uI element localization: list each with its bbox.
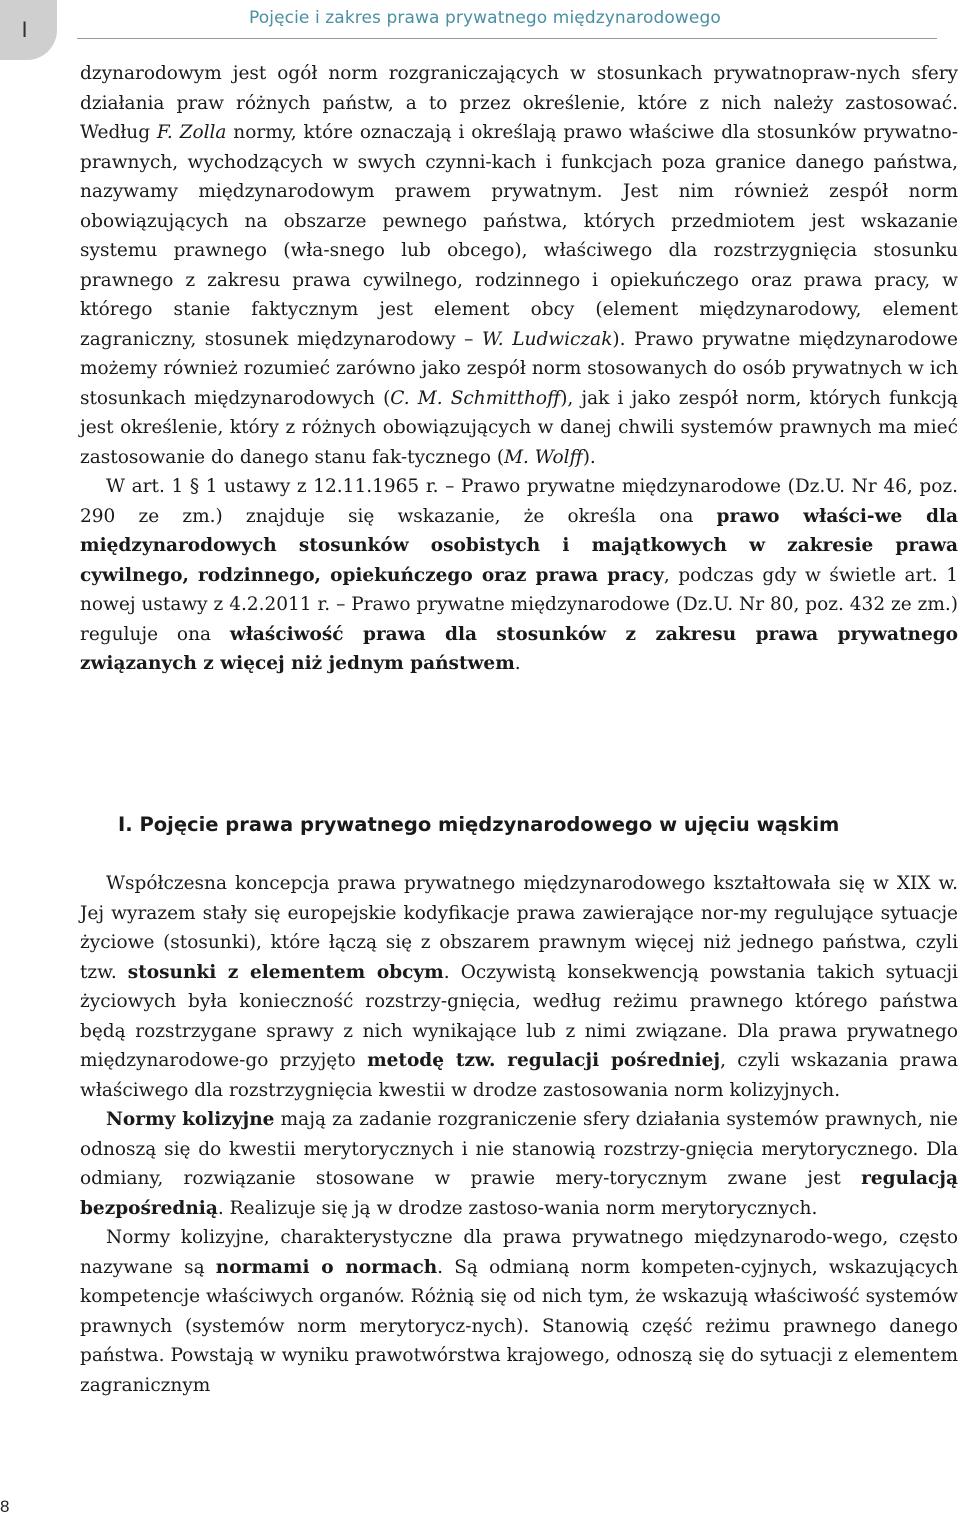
paragraph — [80, 59, 958, 472]
paragraph — [80, 472, 958, 679]
author-name: W. Ludwiczak — [482, 328, 613, 350]
text-run: , czyli wskazania prawa właściwego dla rozstrzygnięcia kwestii w drodze zastosowania norm kolizyjnych. — [80, 1050, 958, 1101]
chapter-number: I — [21, 17, 28, 42]
page-number: 8 — [0, 1497, 10, 1516]
author-name: C. M. Schmitthoff — [390, 387, 561, 409]
paragraph — [80, 1223, 958, 1400]
text-run: ). — [582, 446, 596, 468]
text-run: normy, które oznaczają i określają prawo właściwe dla stosunków prywatno-prawnych, wychodzących w swych czynni-kach i funkcjach poza granice danego państwa, nazywamy międzynarodowym prawem prywatnym. Jest nim również zespół norm obowiązujących na obszarze pewnego państwa, których przedmiotem jest wskazanie systemu prawnego (wła-snego lub obcego), właściwego dla rozstrzygnięcia stosunku prawnego z zakresu prawa cywilnego, rodzinnego i opiekuńczego oraz prawa pracy, w którego stanie faktycznym jest element obcy (element międzynarodowy, element zagraniczny, stosunek międzynarodowy – — [80, 122, 958, 350]
running-head: Pojęcie i zakres prawa prywatnego międzynarodowego — [249, 8, 721, 28]
emphasis: metodę tzw. regulacji pośredniej — [367, 1050, 721, 1071]
emphasis: stosunki z elementem obcym — [127, 961, 444, 983]
emphasis: prawo właści-we dla międzynarodowych stosunków osobistych i majątkowych w zakresie prawa cywilnego, rodzinnego, opiekuńczego oraz prawa pracy — [80, 505, 958, 586]
emphasis: właściwość prawa dla stosunków z zakresu prawa prywatnego związanych z więcej niż jednym państwem — [80, 623, 958, 674]
text-run: . Są odmianą norm kompeten-cyjnych, wskazujących kompetencje właściwych organów. Różnią się od nich tym, że wskazują właściwość systemów prawnych (systemów norm merytorycz-nych). Stanowią część reżimu prawnego danego państwa. Powstają w wyniku prawotwórstwa krajowego, odnoszą się do sytuacji z elementem zagranicznym — [80, 1256, 958, 1396]
text-run: ). Prawo prywatne międzynarodowe możemy również rozumieć zarówno jako zespół norm stosowanych do osób prywatnych w ich stosunkach międzynarodowych ( — [80, 328, 958, 409]
text-run: dzynarodowym jest ogół norm rozgraniczających w stosunkach prywatnopraw-nych sfery działania praw różnych państw, a to przez określenie, które z nich należy zastosować. Według — [80, 63, 958, 143]
chapter-tab — [0, 0, 57, 60]
author-name: M. Wolff — [504, 446, 583, 468]
section-heading: I. Pojęcie prawa prywatnego międzynarodowego w ujęciu wąskim — [118, 813, 840, 836]
text-run: W art. 1 § 1 ustawy z 12.11.1965 r. – Prawo prywatne międzynarodowe (Dz.U. Nr 46, poz. 290 ze zm.) znajduje się wskazanie, że określa ona — [80, 476, 958, 527]
text-run: . Oczywistą konsekwencją powstania takich sytuacji życiowych była konieczność rozstrzy-gnięcia, według reżimu prawnego którego państwa będą rozstrzygane sprawy z nich wynikające lub z nimi związane. Dla prawa prywatnego międzynarodowe-go przyjęto — [80, 961, 958, 1071]
emphasis: normami o normach — [215, 1256, 438, 1278]
paragraph — [80, 869, 958, 1105]
emphasis: regulacją bezpośrednią — [80, 1168, 958, 1219]
text-run: ), jak i jako zespół norm, których funkcją jest określenie, który z różnych obowiązujących w danej chwili systemów prawnych ma mieć zastosowanie do danego stanu fak-tycznego ( — [80, 387, 959, 468]
header-divider — [77, 38, 937, 39]
author-name: F. Zolla — [156, 122, 227, 143]
body-text-bottom — [80, 869, 958, 1400]
text-run: , podczas gdy w świetle art. 1 nowej ustawy z 4.2.2011 r. – Prawo prywatne międzynarodowe (Dz.U. Nr 80, poz. 432 ze zm.) reguluje ona — [80, 564, 958, 645]
text-run: mają za zadanie rozgraniczenie sfery działania systemów prawnych, nie odnoszą się do kwestii merytorycznych i nie stanowią rozstrzy-gnięcia merytorycznego. Dla odmiany, rozwiązanie stosowane w prawie mery-torycznym zwane jest — [80, 1109, 958, 1189]
text-run: . — [514, 653, 521, 674]
text-run: Normy kolizyjne, charakterystyczne dla prawa prywatnego międzynarodo-wego, często nazywane są — [80, 1227, 958, 1278]
text-run: . Realizuje się ją w drodze zastoso-wania norm merytorycznych. — [217, 1197, 818, 1219]
paragraph — [80, 1105, 958, 1223]
emphasis: Normy kolizyjne — [106, 1109, 275, 1130]
body-text-top — [80, 59, 958, 679]
text-run: Współczesna koncepcja prawa prywatnego międzynarodowego kształtowała się w XIX w. Jej wyrazem stały się europejskie kodyfikacje prawa zawierające nor-my regulujące sytuacje życiowe (stosunki), które łączą się z obszarem prawnym więcej niż jednego państwa, czyli tzw. — [80, 873, 958, 983]
